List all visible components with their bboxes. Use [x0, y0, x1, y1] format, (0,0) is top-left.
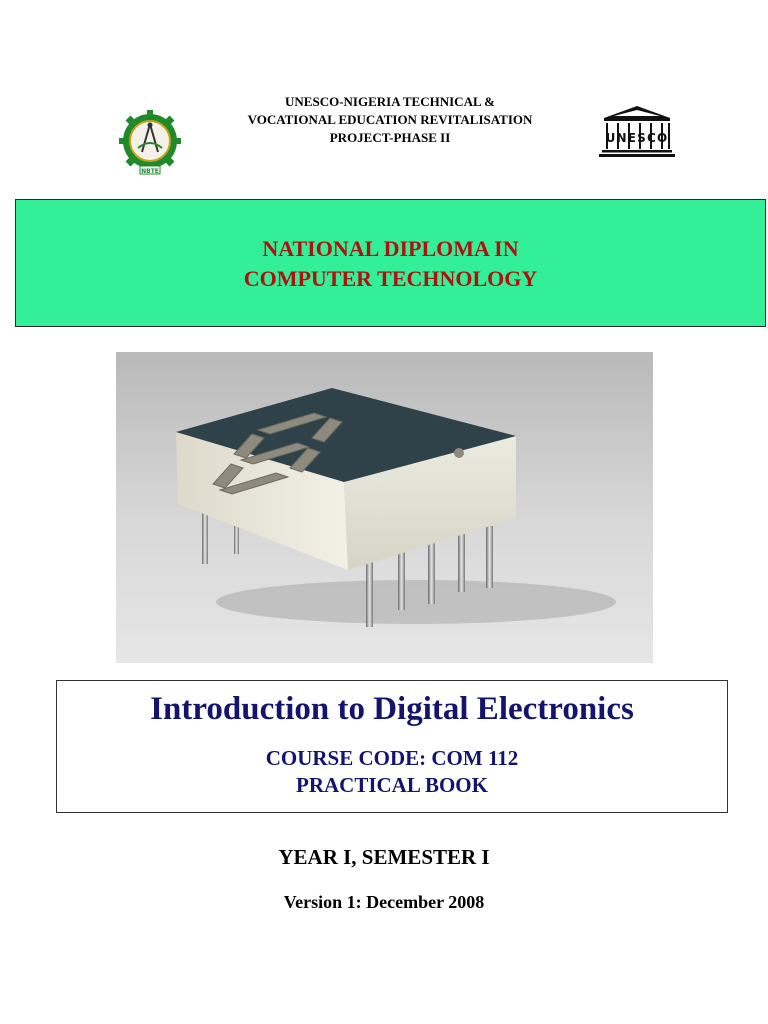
header-line-2: VOCATIONAL EDUCATION REVITALISATION — [247, 112, 533, 127]
project-header — [200, 93, 580, 147]
header-line-1: UNESCO-NIGERIA TECHNICAL & — [285, 94, 495, 109]
program-banner — [15, 199, 766, 327]
course-title: Introduction to Digital Electronics — [150, 691, 634, 727]
year-semester: YEAR I, SEMESTER I — [278, 845, 490, 869]
seven-segment-display-photo — [116, 352, 653, 663]
nbte-logo — [116, 108, 184, 178]
banner-line-2: COMPUTER TECHNOLOGY — [243, 266, 538, 291]
svg-text:UNESCO: UNESCO — [605, 131, 669, 145]
version-date: Version 1: December 2008 — [283, 892, 485, 912]
course-code: COURSE CODE: COM 112 — [265, 746, 519, 770]
book-type: PRACTICAL BOOK — [296, 773, 488, 797]
banner-line-1: NATIONAL DIPLOMA IN — [262, 236, 519, 261]
header-line-3: PROJECT-PHASE II — [329, 130, 451, 145]
svg-text:NBTE: NBTE — [141, 168, 159, 175]
unesco-logo — [598, 104, 676, 158]
course-title-box — [56, 680, 728, 813]
